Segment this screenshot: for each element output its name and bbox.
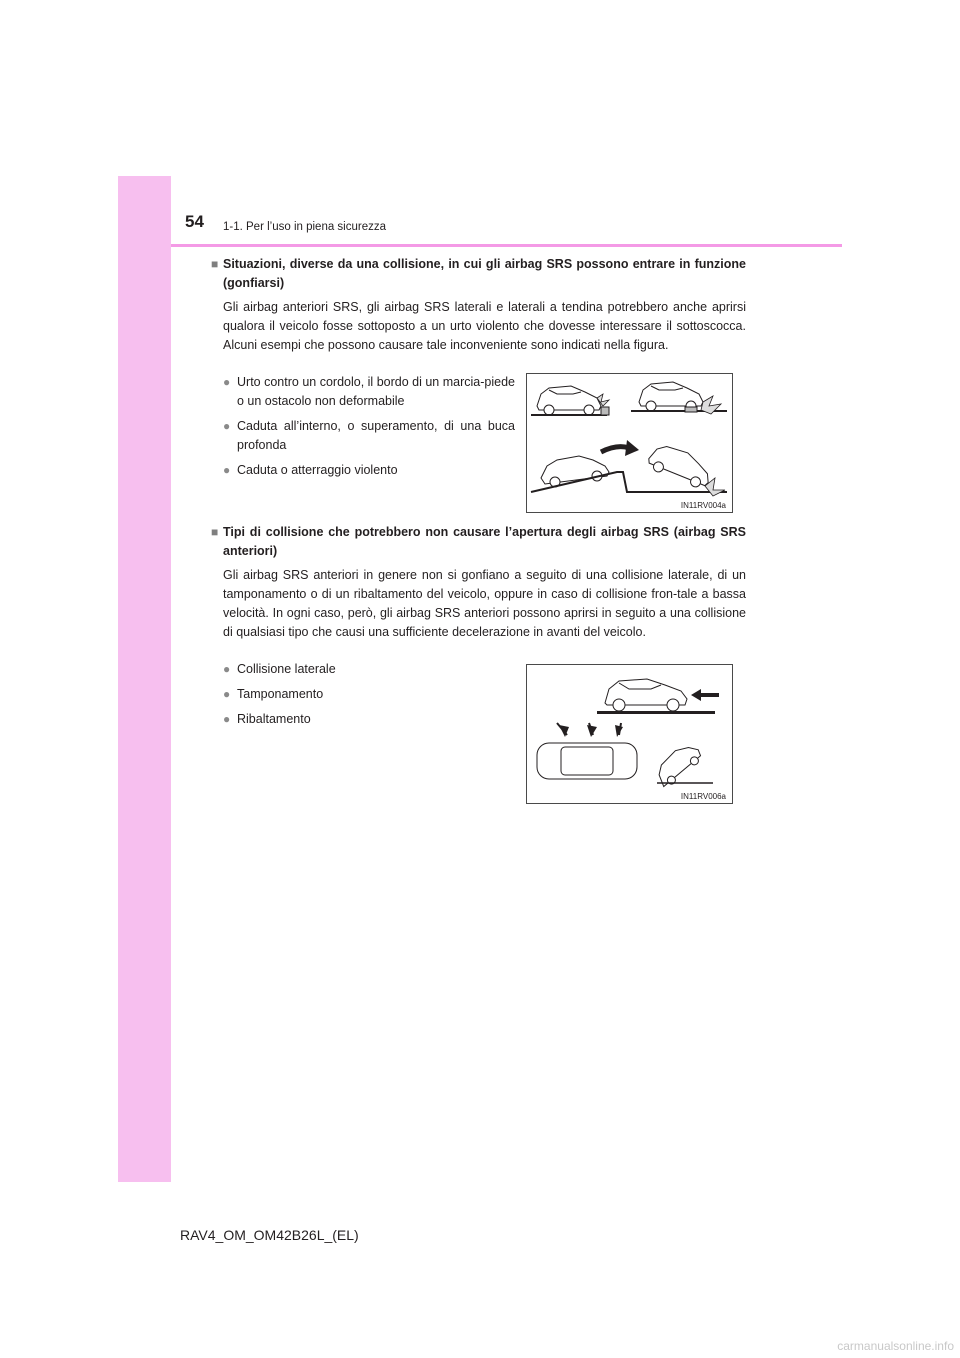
circle-bullet-icon: ● [223, 463, 231, 477]
section-2 [211, 523, 746, 642]
circle-bullet-icon: ● [223, 419, 231, 433]
section-2-paragraph: Gli airbag SRS anteriori in genere non si gonfiano a seguito di una collisione laterale, di un tamponamento o di un ribaltamento del veicolo, oppure in caso di collisione fron-tale a bassa velocità. In ogni caso, però, gli airbag SRS anteriori possono aprirsi in seguito a una collisione di qualsiasi tipo che causi una sufficiente decelerazione in avanti del veicolo. [223, 568, 746, 639]
section-1-paragraph: Gli airbag anteriori SRS, gli airbag SRS laterali e laterali a tendina potrebbero anche aprirsi qualora il veicolo fosse sottoposto a un urto violento che dovesse interessare il sottoscocca. Alcuni esempi che possono causare tale inconveniente sono indicati nella figura. [223, 300, 746, 352]
section-title: 1-1. Per l’uso in piena sicurezza [223, 221, 386, 233]
section-2-bullet-list [223, 660, 515, 735]
list-item: ● Caduta all’interno, o superamento, di una buca profonda [223, 417, 515, 455]
side-color-band [118, 176, 171, 1182]
circle-bullet-icon: ● [223, 662, 231, 676]
list-item: ● Tamponamento [223, 685, 515, 704]
list-item: ● Ribaltamento [223, 710, 515, 729]
circle-bullet-icon: ● [223, 375, 231, 389]
section-1 [211, 255, 746, 355]
list-item: ● Collisione laterale [223, 660, 515, 679]
document-code: RAV4_OM_OM42B26L_(EL) [180, 1227, 359, 1243]
list-item: ● Urto contro un cordolo, il bordo di un marcia-piede o un ostacolo non deformabile [223, 373, 515, 411]
section-1-heading: ■ Situazioni, diverse da una collisione, in cui gli airbag SRS possono entrare in funzione (gonfiarsi) [211, 255, 746, 293]
car-impact-illustration [527, 374, 732, 512]
figure-non-deploy-collisions [526, 664, 733, 804]
figure-code: IN11RV006a [680, 792, 726, 801]
circle-bullet-icon: ● [223, 712, 231, 726]
collision-types-illustration [527, 665, 732, 803]
section-2-heading: ■ Tipi di collisione che potrebbero non causare l’apertura degli airbag SRS (airbag SRS anteriori) [211, 523, 746, 561]
square-bullet-icon: ■ [211, 525, 219, 539]
list-item: ● Caduta o atterraggio violento [223, 461, 515, 480]
square-bullet-icon: ■ [211, 257, 219, 271]
watermark: carmanualsonline.info [837, 1339, 954, 1353]
circle-bullet-icon: ● [223, 687, 231, 701]
figure-code: IN11RV004a [680, 501, 726, 510]
page-number: 54 [185, 212, 204, 231]
figure-undercarriage-impact [526, 373, 733, 513]
header-rule [171, 244, 842, 247]
section-1-bullet-list [223, 373, 515, 486]
